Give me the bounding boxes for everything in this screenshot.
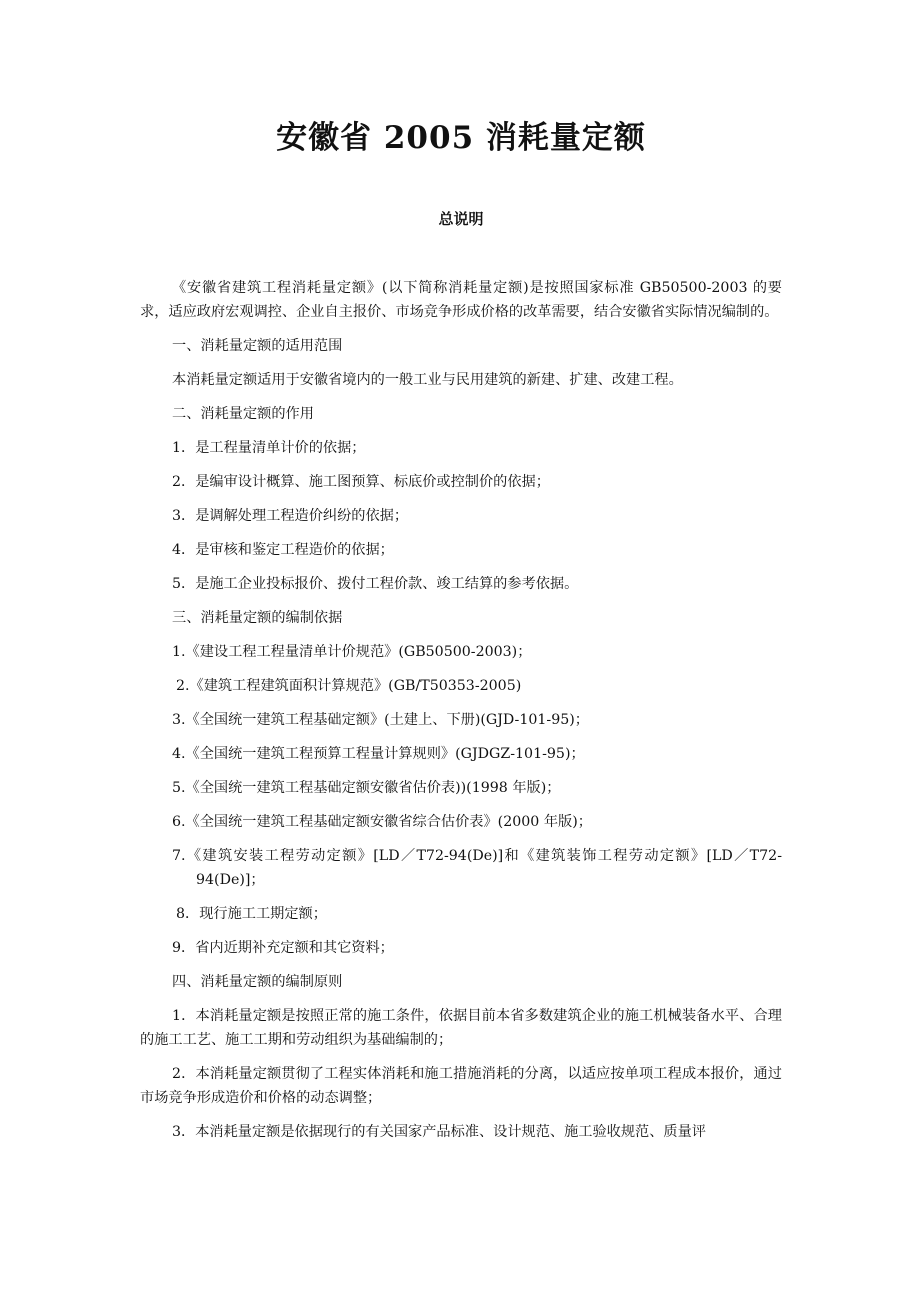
list-item: 5．是施工企业投标报价、拨付工程价款、竣工结算的参考依据。 [172,576,579,592]
list-item: 3.《全国统一建筑工程基础定额》(土建上、下册)(GJD-101-95)； [172,712,589,728]
list-item: 2.《建筑工程建筑面积计算规范》(GB/T50353-2005) [176,678,522,694]
list-item: 5.《全国统一建筑工程基础定额安徽省估价表))(1998 年版)； [172,780,561,796]
intro-paragraph: 《安徽省建筑工程消耗量定额》(以下简称消耗量定额)是按照国家标准 GB50500-2003 的要求，适应政府宏观调控、企业自主报价、市场竞争形成价格的改革需要，结合安徽省实际情况编制的。 [140,280,782,320]
list-item: 1．是工程量清单计价的依据； [172,440,366,456]
section-subtitle: 总说明 [438,210,484,228]
list-item: 1.《建设工程工程量清单计价规范》(GB50500-2003)； [172,644,532,660]
section-heading: 二、消耗量定额的作用 [172,406,314,422]
list-item: 2．是编审设计概算、施工图预算、标底价或控制价的依据； [172,474,550,490]
list-item: 2．本消耗量定额贯彻了工程实体消耗和施工措施消耗的分离，以适应按单项工程成本报价，通过市场竞争形成造价和价格的动态调整； [140,1066,782,1106]
list-item: 3．是调解处理工程造价纠纷的依据； [172,508,409,524]
list-item: 3．本消耗量定额是依据现行的有关国家产品标准、设计规范、施工验收规范、质量评 [172,1124,706,1140]
body-paragraph: 本消耗量定额适用于安徽省境内的一般工业与民用建筑的新建、扩建、改建工程。 [172,372,683,388]
section-heading: 三、消耗量定额的编制依据 [172,610,343,626]
list-item: 7.《建筑安装工程劳动定额》[LD／T72-94(De)]和《建筑装饰工程劳动定额》[LD／T72-94(De)]； [172,848,782,888]
list-item: 4.《全国统一建筑工程预算工程量计算规则》(GJDGZ-101-95)； [172,746,585,762]
section-heading: 四、消耗量定额的编制原则 [172,974,343,990]
section-heading: 一、消耗量定额的适用范围 [172,338,343,354]
list-item: 9．省内近期补充定额和其它资料； [172,940,394,956]
list-item: 1．本消耗量定额是按照正常的施工条件，依据目前本省多数建筑企业的施工机械装备水平、合理的施工工艺、施工工期和劳动组织为基础编制的； [140,1008,782,1048]
list-item: 6.《全国统一建筑工程基础定额安徽省综合估价表》(2000 年版)； [172,814,592,830]
list-item: 8．现行施工工期定额； [176,906,327,922]
list-item: 4．是审核和鉴定工程造价的依据； [172,542,394,558]
document-body [140,276,782,1154]
document-title: 安徽省 2005 消耗量定额 [276,120,646,156]
